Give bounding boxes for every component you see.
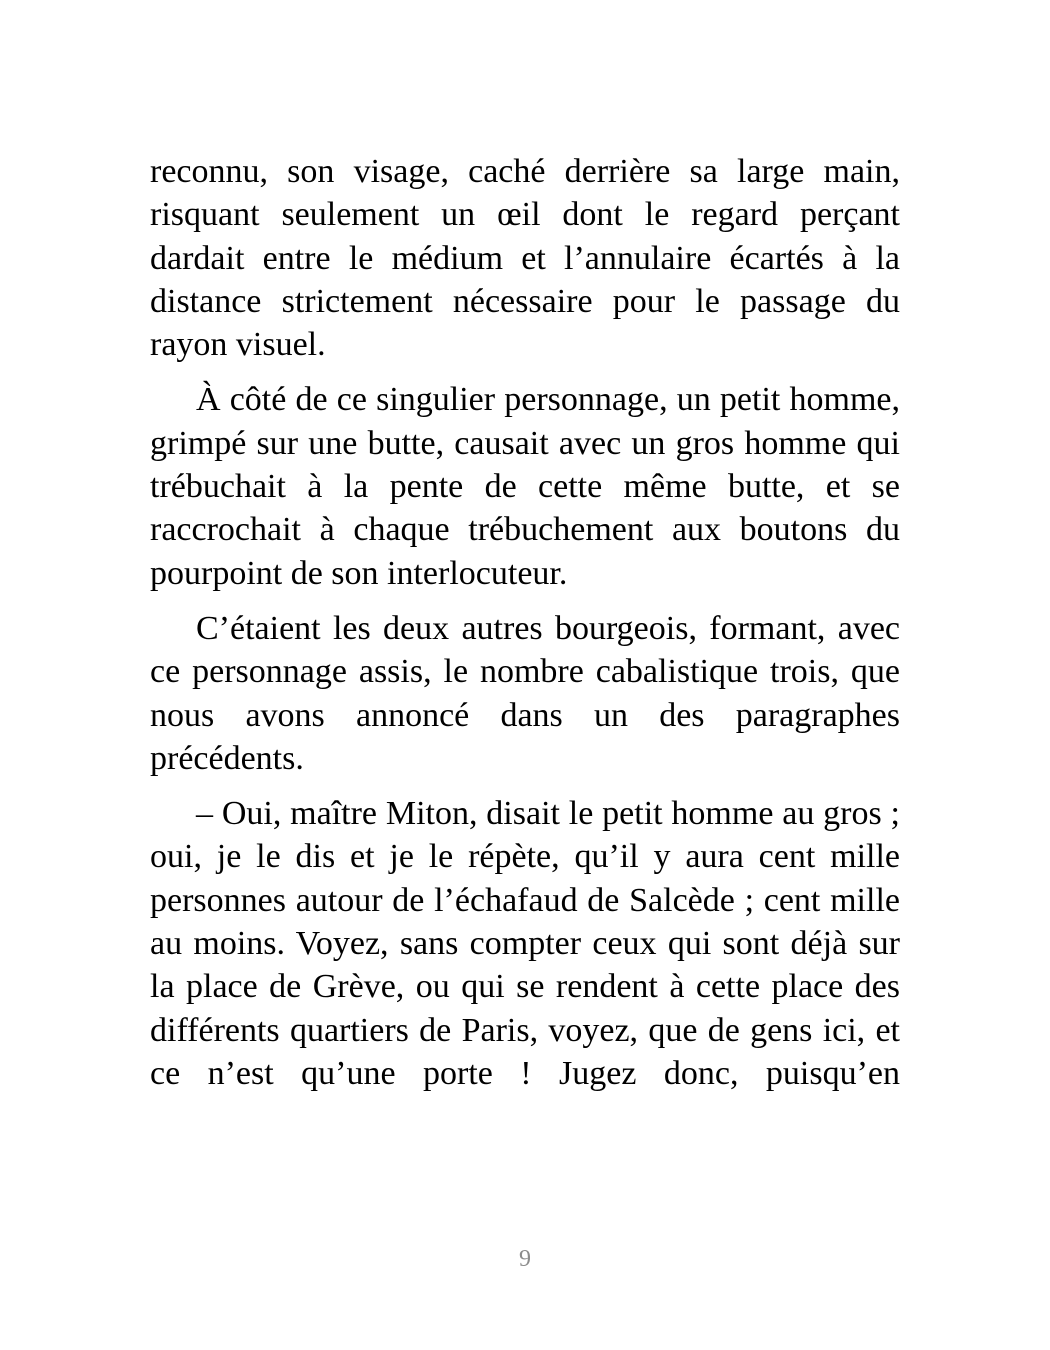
page-number: 9 <box>519 1246 531 1272</box>
paragraph-bourgeois: C’étaient les deux autres bourgeois, formant, avec ce personnage assis, le nombre cabalistique trois, que nous avons annoncé dans un des paragraphes précédents. <box>150 609 900 777</box>
paragraph-personnage: À côté de ce singulier personnage, un petit homme, grimpé sur une butte, causait avec un gros homme qui trébuchait à la pente de cette même butte, et se raccrochait à chaque trébuchement aux boutons du pourpoint de son interlocuteur. <box>150 381 900 592</box>
page-text-block <box>150 150 900 1107</box>
paragraph-dialogue: – Oui, maître Miton, disait le petit homme au gros ; oui, je le dis et je le répète, qu’il y aura cent mille personnes autour de l’échafaud de Salcède ; cent mille au moins. Voyez, sans compter ceux qui sont déjà sur la place de Grève, ou qui se rendent à cette place des différents quartiers de Paris, voyez, que de gens ici, et ce n’est qu’une porte ! Jugez donc, puisqu’en <box>150 795 900 1092</box>
paragraph-continued: reconnu, son visage, caché derrière sa large main, risquant seulement un œil dont le regard perçant dardait entre le médium et l’annulaire écartés à la distance strictement nécessaire pour le passage du rayon visuel. <box>150 153 900 364</box>
